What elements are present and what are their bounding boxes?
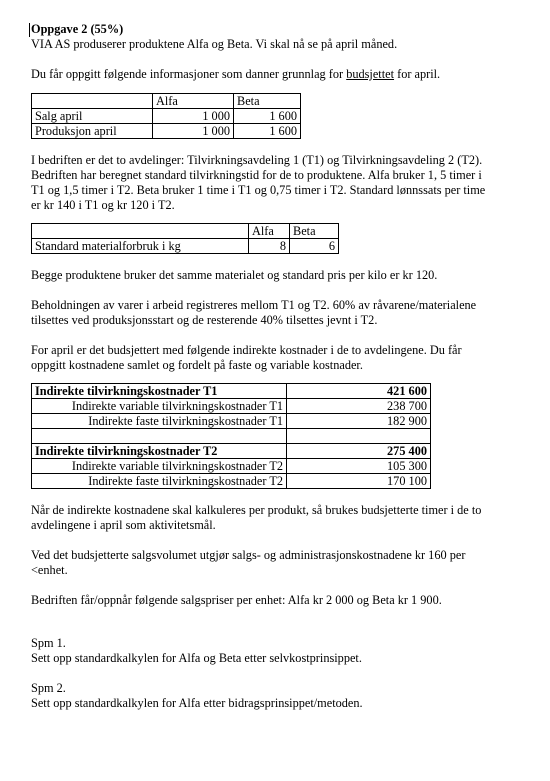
intro-paragraph: VIA AS produserer produktene Alfa og Beta. Vi skal nå se på april måned. [31,37,398,51]
row-label: Indirekte faste tilvirkningskostnader T1 [32,414,287,429]
question-1-text: Sett opp standardkalkylen for Alfa og Beta etter selvkostprinsippet. [31,651,362,665]
row-label: Indirekte tilvirkningskostnader T1 [32,384,287,399]
departments-line: Bedriften har beregnet standard tilvirkningstid for de to produktene. Alfa bruker 1, 5 timer i [31,168,482,182]
task-heading [31,22,521,37]
sales-admin-line: Ved det budsjetterte salgsvolumet utgjør salgs- og administrasjonskostnadene kr 160 per [31,548,466,562]
table-row [32,384,431,399]
info-text-after: for april. [394,67,441,81]
departments-line: I bedriften er det to avdelinger: Tilvirkningsavdeling 1 (T1) og Tilvirkningsavdeling 2 (T2). [31,153,483,167]
table-cell: 421 600 [287,384,431,399]
table-row [32,124,301,139]
table-cell [287,429,431,444]
table-header-cell: Alfa [153,94,234,109]
table-cell: 275 400 [287,444,431,459]
row-label: Salg april [32,109,153,124]
table-cell: 1 000 [153,124,234,139]
row-label: Produksjon april [32,124,153,139]
table-cell: 182 900 [287,414,431,429]
table-header-cell: Alfa [249,224,290,239]
table-header-cell: Beta [234,94,301,109]
info-text-before: Du får oppgitt følgende informasjoner som danner grunnlag for [31,67,347,81]
material-usage-table [31,223,339,254]
table-header-row [32,224,339,239]
table-cell: 1 600 [234,124,301,139]
table-row [32,399,431,414]
row-label: Indirekte variable tilvirkningskostnader T1 [32,399,287,414]
text-cursor [29,23,30,37]
table-cell: 238 700 [287,399,431,414]
table-cell: 8 [249,239,290,254]
indirect-line: For april er det budsjettert med følgende indirekte kostnader i de to avdelingene. Du får [31,343,462,357]
table-header-row [32,94,301,109]
material-paragraph: Begge produktene bruker det samme materialet og standard pris per kilo er kr 120. [31,268,438,282]
table-cell [32,224,249,239]
table-cell: 1 600 [234,109,301,124]
sales-production-table [31,93,301,139]
departments-line: T1 og 1,5 timer i T2. Beta bruker 1 time i T1 og 0,75 timer i T2. Standard lønnssats per time [31,183,486,197]
hours-line: Når de indirekte kostnadene skal kalkuleres per produkt, så brukes budsjetterte timer i de to [31,503,482,517]
hours-line: avdelingene i april som aktivitetsmål. [31,518,216,532]
row-label: Standard materialforbruk i kg [32,239,249,254]
document-page [31,22,521,711]
table-row [32,109,301,124]
departments-line: er kr 140 i T1 og kr 120 i T2. [31,198,175,212]
table-cell: 6 [290,239,339,254]
question-2-text: Sett opp standardkalkylen for Alfa etter bidragsprinsippet/metoden. [31,696,363,710]
table-row [32,429,431,444]
table-cell: 105 300 [287,459,431,474]
table-row [32,459,431,474]
wip-line: Beholdningen av varer i arbeid registreres mellom T1 og T2. 60% av råvarene/materialene [31,298,477,312]
question-2-label: Spm 2. [31,681,66,695]
table-row [32,239,339,254]
row-label: Indirekte faste tilvirkningskostnader T2 [32,474,287,489]
table-header-cell: Beta [290,224,339,239]
table-row [32,474,431,489]
table-row [32,444,431,459]
table-row [32,414,431,429]
table-cell [32,94,153,109]
row-label: Indirekte variable tilvirkningskostnader T2 [32,459,287,474]
table-cell: 170 100 [287,474,431,489]
question-1-label: Spm 1. [31,636,66,650]
indirect-costs-table [31,383,431,489]
task-heading-text: Oppgave 2 (55%) [31,22,124,36]
wip-line: tilsettes ved produksjonsstart og de resterende 40% tilsettes jevnt i T2. [31,313,378,327]
table-cell: 1 000 [153,109,234,124]
prices-paragraph: Bedriften får/oppnår følgende salgspriser per enhet: Alfa kr 2 000 og Beta kr 1 900. [31,593,442,607]
info-paragraph [31,67,521,82]
sales-admin-line: <enhet. [31,563,68,577]
table-cell [32,429,287,444]
row-label: Indirekte tilvirkningskostnader T2 [32,444,287,459]
indirect-line: oppgitt kostnadene samlet og fordelt på faste og variable kostnader. [31,358,363,372]
budget-underlined-word: budsjettet [346,67,395,81]
